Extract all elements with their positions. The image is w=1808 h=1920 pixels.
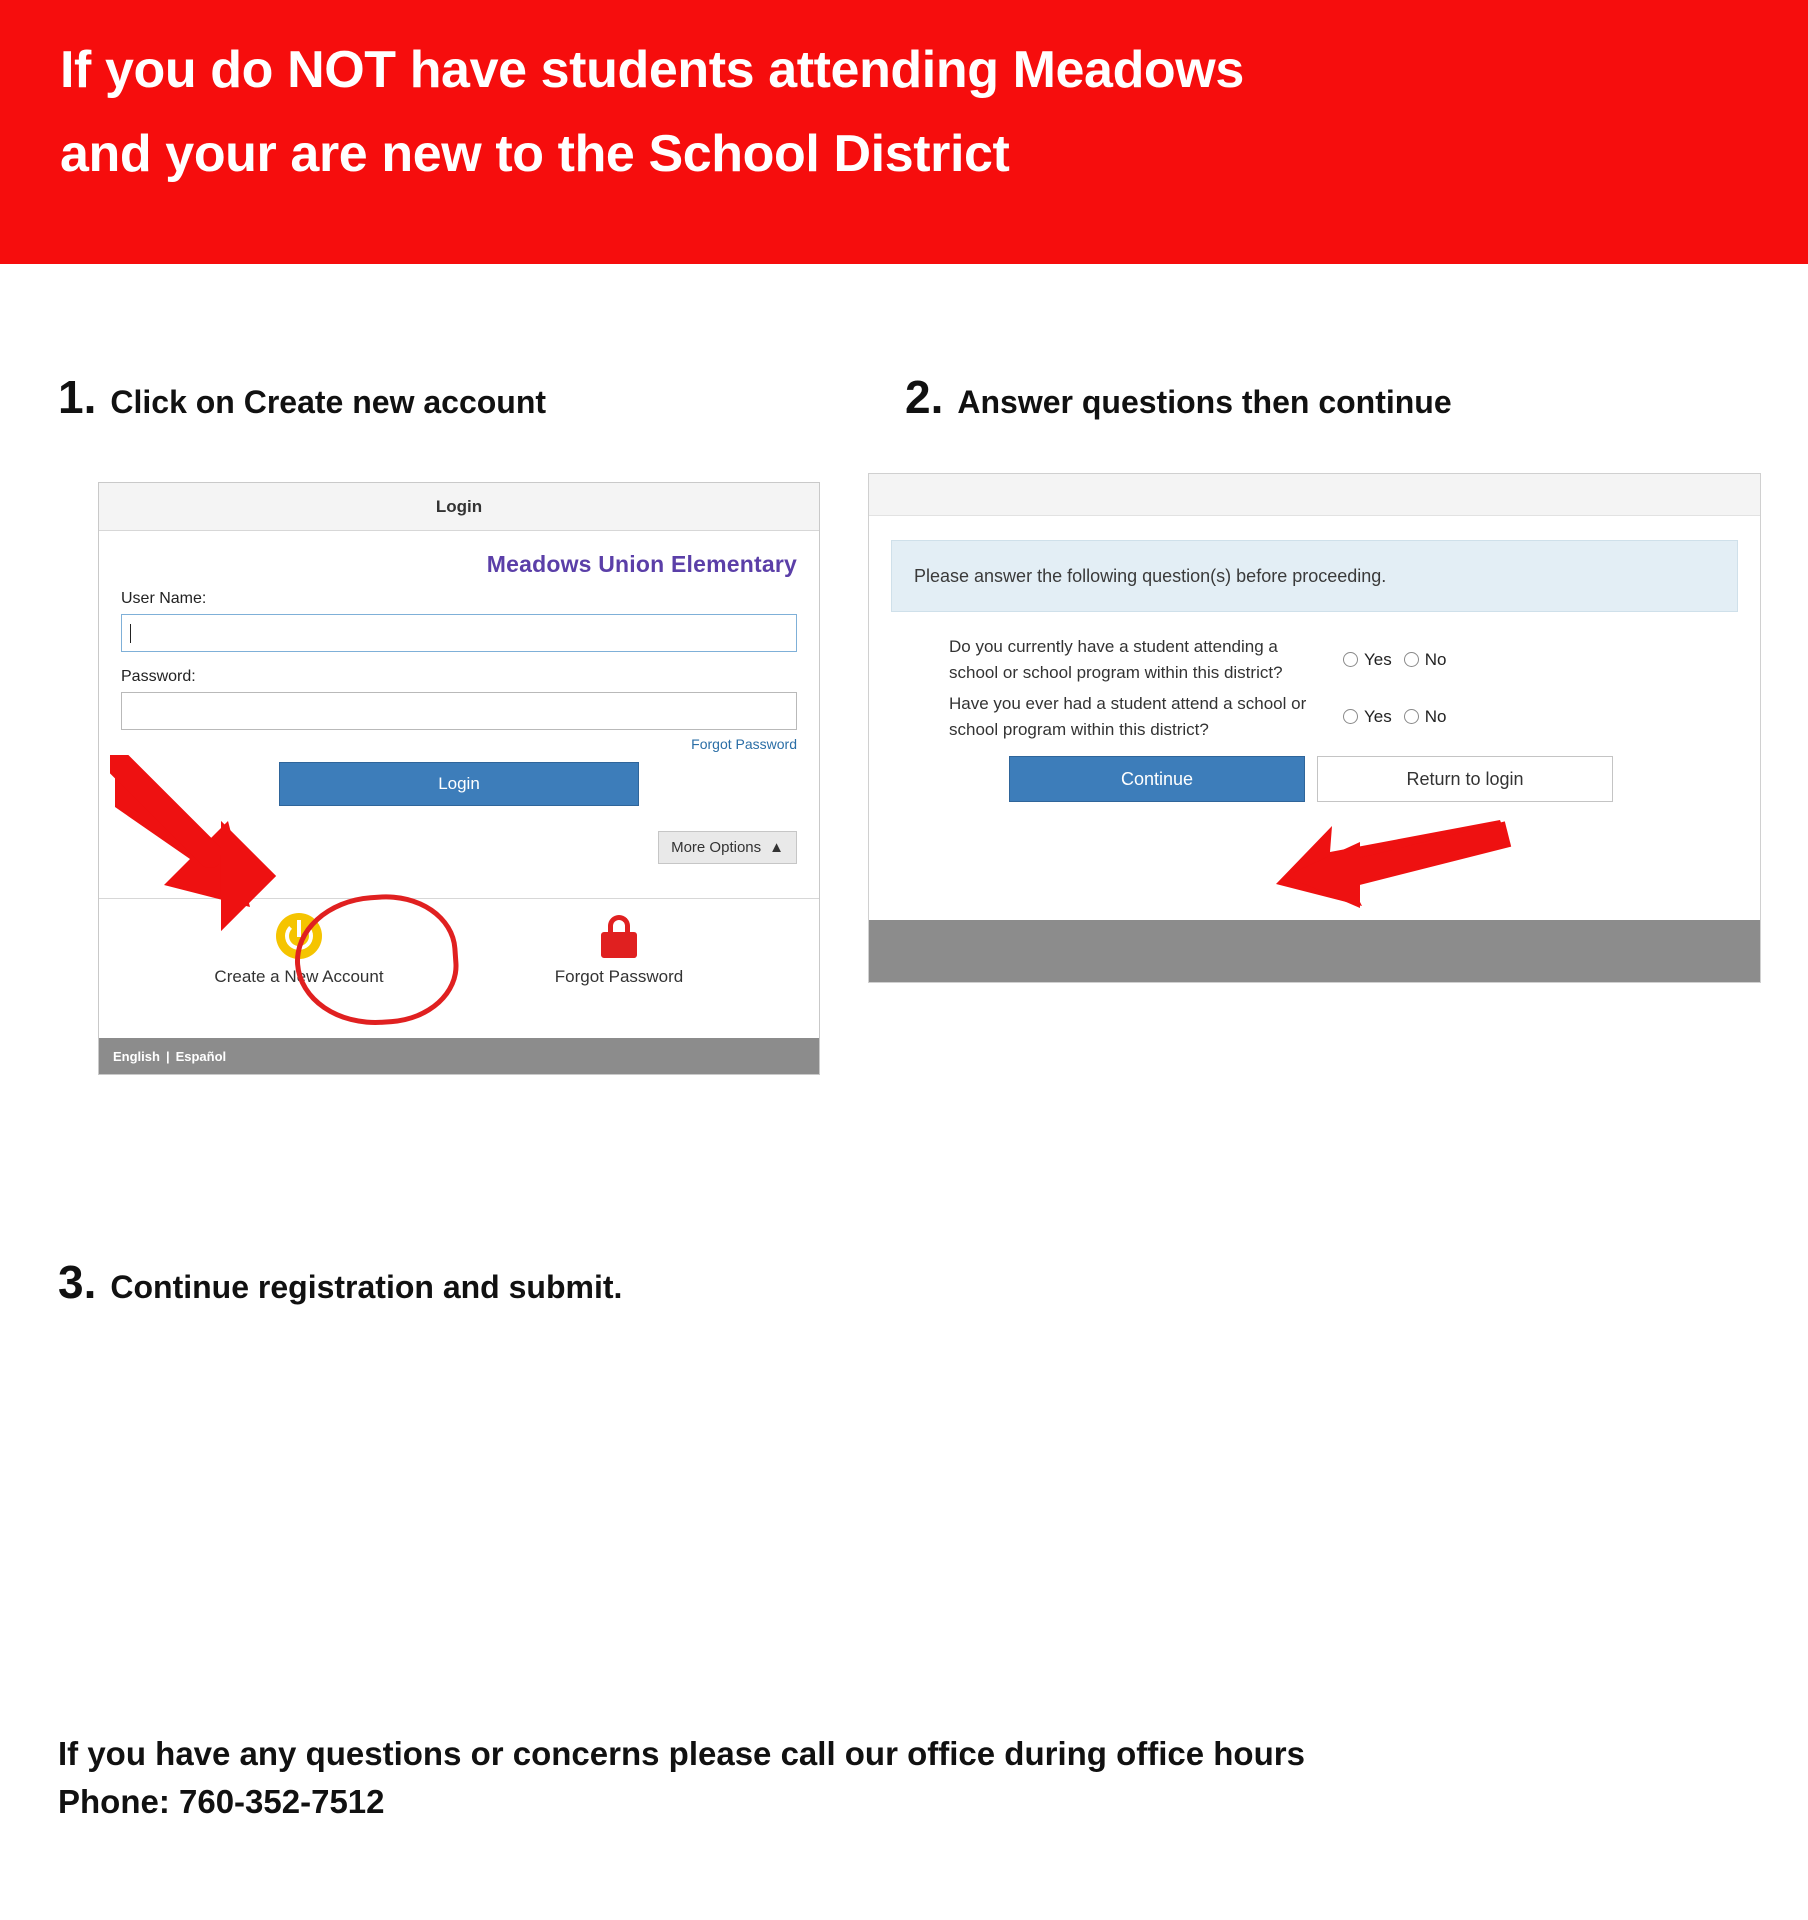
header-banner (0, 0, 1808, 264)
question-1-no[interactable] (1404, 650, 1447, 670)
text-caret (130, 624, 131, 643)
forgot-password-button[interactable] (499, 913, 739, 987)
radio-icon[interactable] (1404, 652, 1419, 667)
create-account-label: Create a New Account (214, 967, 384, 986)
step-1-number: 1. (58, 371, 97, 423)
question-2-text: Have you ever had a student attend a school or school program within this district? (949, 694, 1307, 739)
step-3-number: 3. (58, 1256, 97, 1308)
step-1-heading (58, 370, 546, 424)
more-options-button[interactable] (658, 831, 797, 864)
login-title-bar (99, 483, 819, 531)
more-options-label: More Options (671, 839, 762, 856)
login-form-body (99, 531, 819, 856)
footer-contact-block (58, 1730, 1778, 1826)
step-1-text: Click on Create new account (110, 384, 547, 420)
language-separator: | (165, 1048, 170, 1064)
step-3-text: Continue registration and submit. (110, 1269, 623, 1305)
question-1-text: Do you currently have a student attending a school or school program within this district? (949, 637, 1283, 682)
chevron-up-icon: ▲ (769, 839, 784, 856)
questions-button-row (1009, 756, 1738, 802)
notice-text: Please answer the following question(s) before proceeding. (914, 565, 1387, 586)
banner-line-2: and your are new to the School District (60, 125, 1010, 184)
question-1-yes-label: Yes (1364, 649, 1392, 669)
question-1-no-label: No (1424, 649, 1447, 669)
step-2-text: Answer questions then continue (957, 384, 1452, 420)
password-label: Password: (121, 668, 196, 685)
questions-screenshot (868, 473, 1761, 983)
step-3-heading (58, 1255, 622, 1309)
radio-icon[interactable] (1343, 709, 1358, 724)
questions-footer-bar (869, 920, 1760, 982)
login-title-label: Login (435, 496, 483, 516)
question-2-no[interactable] (1404, 707, 1447, 727)
username-label: User Name: (121, 590, 207, 607)
step-2-heading (905, 370, 1452, 424)
language-spanish-link[interactable]: Español (175, 1048, 227, 1064)
questions-title-bar (869, 474, 1760, 516)
question-2-radios (1343, 707, 1446, 727)
step-2-number: 2. (905, 371, 944, 423)
footer-line-1: If you have any questions or concerns please call our office during office hours (58, 1735, 1305, 1772)
login-action-row (99, 913, 819, 987)
username-input[interactable] (121, 614, 797, 652)
login-screenshot (98, 482, 820, 1075)
language-footer (99, 1038, 819, 1074)
continue-button[interactable]: Continue (1009, 756, 1305, 802)
radio-icon[interactable] (1404, 709, 1419, 724)
login-divider (99, 898, 819, 899)
question-1-yes[interactable] (1343, 650, 1392, 670)
power-icon (276, 913, 322, 959)
questions-area (869, 612, 1760, 802)
question-2-yes[interactable] (1343, 707, 1392, 727)
banner-line-1: If you do NOT have students attending Meadows (60, 41, 1244, 99)
return-to-login-button[interactable]: Return to login (1317, 756, 1613, 802)
question-1-radios (1343, 650, 1446, 670)
forgot-password-link[interactable]: Forgot Password (691, 736, 797, 752)
question-2-no-label: No (1424, 706, 1447, 726)
lock-icon (596, 913, 642, 959)
create-new-account-button[interactable] (179, 913, 419, 987)
footer-line-2: Phone: 760-352-7512 (58, 1782, 385, 1820)
forgot-password-label: Forgot Password (554, 967, 684, 986)
notice-banner (891, 540, 1738, 612)
radio-icon[interactable] (1343, 652, 1358, 667)
school-name-label: Meadows Union Elementary (486, 551, 797, 577)
question-2-yes-label: Yes (1364, 706, 1392, 726)
language-english-link[interactable]: English (113, 1048, 160, 1064)
question-row (949, 634, 1738, 685)
login-button[interactable]: Login (279, 762, 639, 806)
question-row (949, 691, 1738, 742)
password-input[interactable] (121, 692, 797, 730)
